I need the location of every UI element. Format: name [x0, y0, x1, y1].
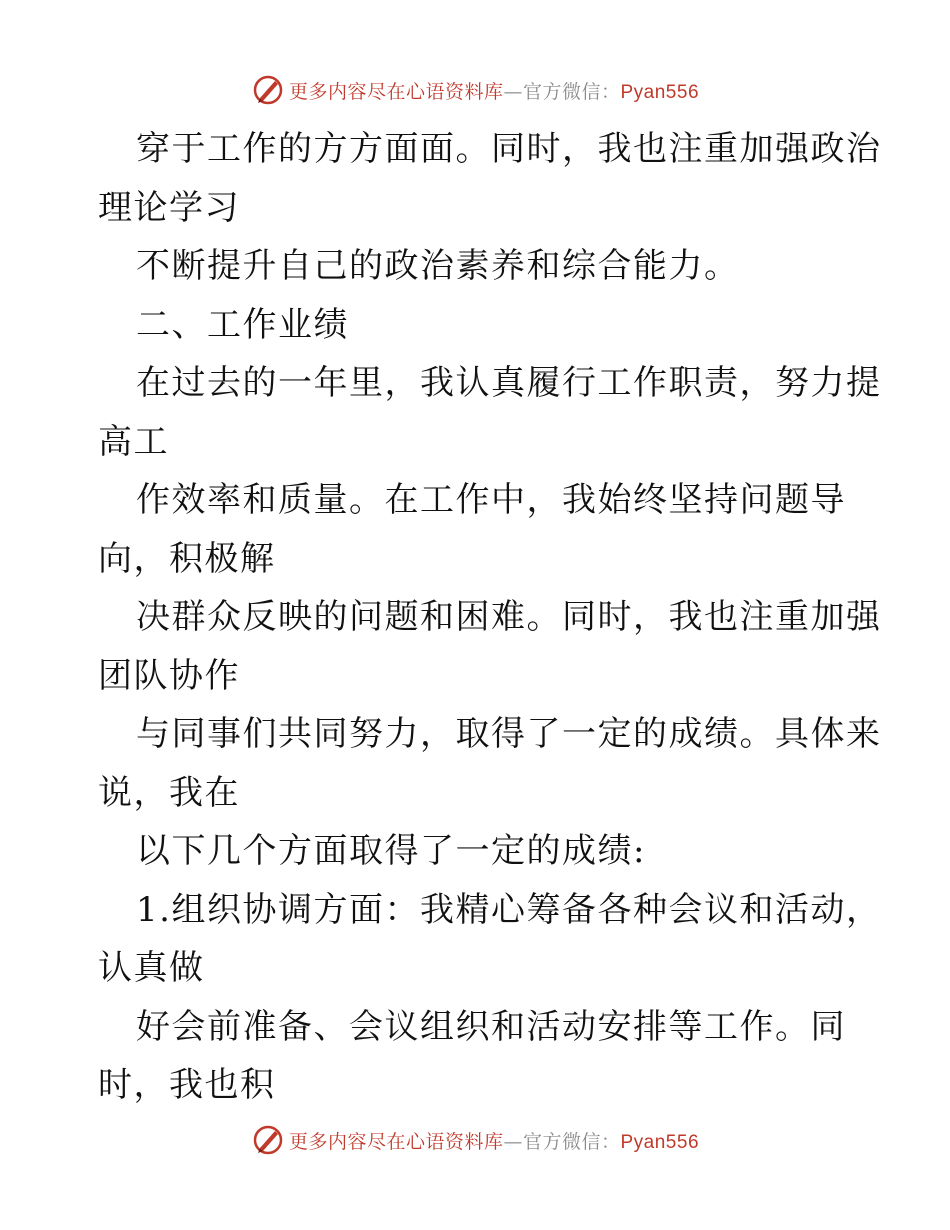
header-watermark-banner [0, 70, 950, 110]
body-line: 以下几个方面取得了一定的成绩: [136, 831, 646, 871]
body-line: 理论学习 [98, 187, 240, 228]
body-line: 高工 [98, 421, 169, 462]
header-brand-text: 更多内容尽在心语资料库 [288, 80, 504, 103]
body-line: 向，积极解 [98, 538, 276, 579]
footer-contact-id: Pyan556 [620, 1131, 700, 1153]
body-line: 认真做 [98, 948, 205, 988]
body-line: 在过去的一年里，我认真履行工作职责，努力提 [136, 363, 882, 403]
header-contact-label: 官方微信： [522, 80, 621, 103]
body-line: 作效率和质量。在工作中，我始终坚持问题导 [136, 480, 846, 520]
body-line: 时，我也积 [98, 1065, 276, 1105]
body-line: 团队协作 [98, 655, 240, 696]
document-body [98, 120, 882, 1115]
pen-logo-icon [251, 1123, 285, 1157]
header-contact-id: Pyan556 [620, 81, 700, 103]
body-line: 好会前准备、会议组织和活动安排等工作。同 [136, 1006, 846, 1047]
body-line: 决群众反映的问题和困难。同时，我也注重加强 [136, 597, 882, 637]
footer-watermark-banner [0, 1120, 950, 1160]
body-line: 穿于工作的方方面面。同时，我也注重加强政治 [136, 129, 882, 169]
list-item-line: 1.组织协调方面：我精心筹备各种会议和活动， [136, 889, 882, 930]
section-heading: 二、工作业绩 [136, 304, 349, 345]
header-separator: — [503, 80, 523, 103]
body-line: 不断提升自己的政治素养和综合能力。 [136, 246, 740, 286]
footer-brand-text: 更多内容尽在心语资料库 [288, 1130, 504, 1153]
body-line: 与同事们共同努力，取得了一定的成绩。具体来 [136, 714, 882, 754]
body-line: 说，我在 [98, 772, 240, 813]
pen-logo-icon [251, 73, 285, 107]
footer-separator: — [503, 1130, 523, 1153]
footer-contact-label: 官方微信： [522, 1130, 621, 1153]
